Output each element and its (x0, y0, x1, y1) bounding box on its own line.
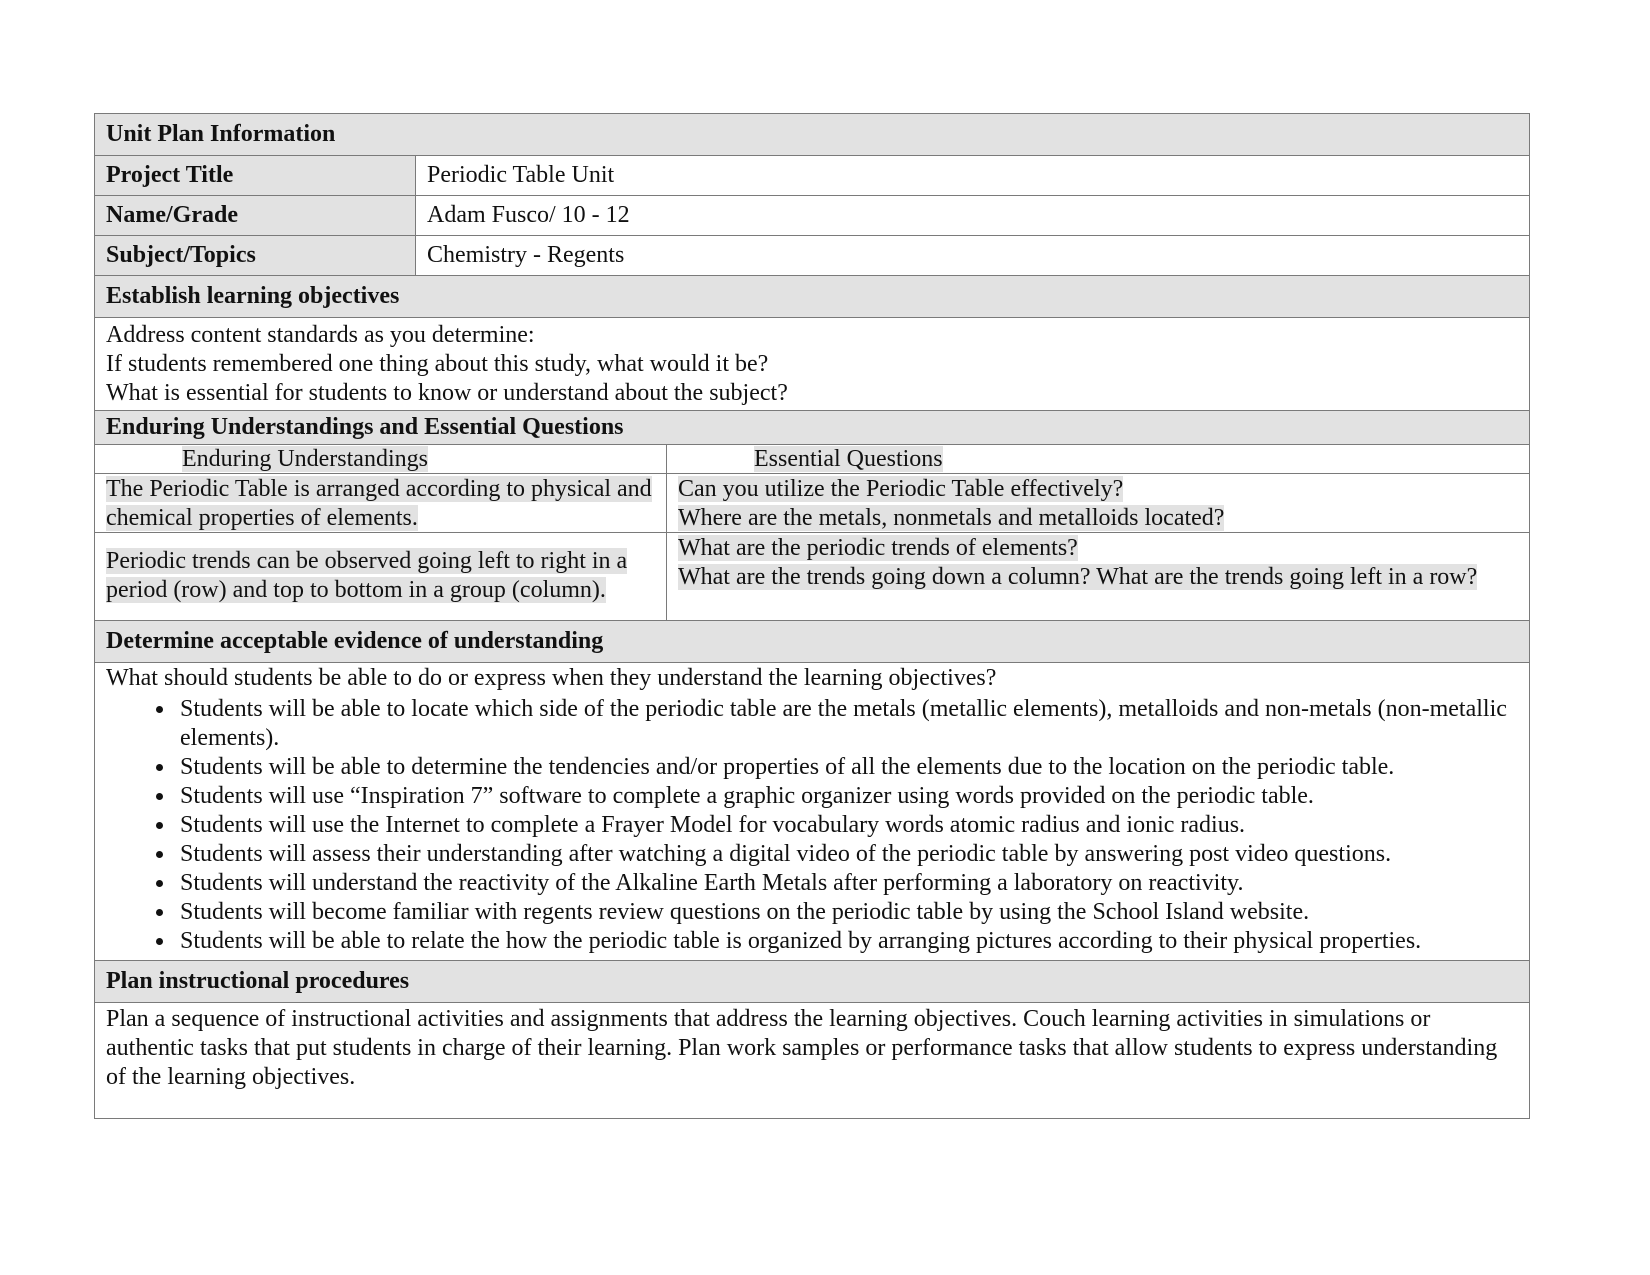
field-label: Project Title (95, 156, 416, 195)
name-grade-value: Adam Fusco/ 10 - 12 (427, 202, 630, 228)
subject-topics-row (95, 236, 1529, 276)
field-label: Name/Grade (95, 196, 416, 235)
enduring-understanding: Periodic trends can be observed going left to right in a period (row) and top to bottom in a group (column). (106, 548, 628, 603)
list-item: • Students will assess their understanding after watching a digital video of the periodic table by answering post video questions. (176, 840, 1509, 869)
procedures-text: Plan a sequence of instructional activities and assignments that address the learning objectives. Couch learning activities in simulations or authentic tasks that put students in charge of their learning. Plan work samples or performance tasks that allow students to express understanding of the learning objectives. (106, 1006, 1498, 1090)
unit-plan-document (94, 113, 1530, 1119)
list-item: • Students will use the Internet to complete a Frayer Model for vocabulary words atomic radius and ionic radius. (176, 811, 1509, 840)
essential-question: Can you utilize the Periodic Table effectively? (678, 476, 1124, 502)
evidence-list (95, 695, 1529, 956)
field-label: Subject/Topics (95, 236, 416, 275)
name-grade-row (95, 196, 1529, 236)
understandings-column-headers (95, 445, 1529, 474)
list-item: • Students will understand the reactivity of the Alkaline Earth Metals after performing a laboratory on reactivity. (176, 869, 1509, 898)
column-header-enduring-understandings: Enduring Understandings (182, 446, 428, 472)
section-title: Plan instructional procedures (106, 968, 410, 994)
understanding-row (95, 533, 1529, 621)
section-title: Unit Plan Information (106, 121, 336, 147)
subject-topics-value: Chemistry - Regents (427, 242, 625, 268)
learning-objectives-header (95, 276, 1529, 318)
list-item: • Students will be able to relate the how the periodic table is organized by arranging pictures according to their physical properties. (176, 927, 1509, 956)
essential-question: What are the periodic trends of elements? (678, 535, 1078, 561)
unit-plan-information-header (95, 114, 1529, 156)
essential-question: Where are the metals, nonmetals and metalloids located? (678, 505, 1225, 531)
prompt-line: Address content standards as you determine: (106, 322, 535, 348)
project-title-value: Periodic Table Unit (427, 162, 615, 188)
column-header-essential-questions: Essential Questions (754, 446, 943, 472)
learning-objectives-prompt (95, 318, 1529, 411)
evidence-body (95, 663, 1529, 961)
prompt-line: What is essential for students to know or understand about the subject? (106, 380, 788, 406)
procedures-header (95, 961, 1529, 1003)
enduring-understanding: The Periodic Table is arranged according to physical and chemical properties of elements. (106, 476, 652, 531)
procedures-body (95, 1003, 1529, 1118)
list-item: • Students will be able to determine the tendencies and/or properties of all the elements due to the location on the periodic table. (176, 753, 1509, 782)
section-title: Enduring Understandings and Essential Questions (106, 414, 624, 440)
essential-question: What are the trends going down a column? What are the trends going left in a row? (678, 564, 1478, 590)
understandings-header (95, 411, 1529, 445)
section-title: Establish learning objectives (106, 283, 400, 309)
understanding-row (95, 474, 1529, 533)
evidence-intro: What should students be able to do or express when they understand the learning objectives? (106, 665, 997, 691)
list-item: • Students will use “Inspiration 7” software to complete a graphic organizer using words provided on the periodic table. (176, 782, 1509, 811)
section-title: Determine acceptable evidence of understanding (106, 628, 604, 654)
project-title-row (95, 156, 1529, 196)
evidence-header (95, 621, 1529, 663)
list-item: • Students will be able to locate which side of the periodic table are the metals (metallic elements), metalloids and non-metals (non-metallic elements). (176, 695, 1509, 753)
prompt-line: If students remembered one thing about this study, what would it be? (106, 351, 769, 377)
list-item: • Students will become familiar with regents review questions on the periodic table by using the School Island website. (176, 898, 1509, 927)
